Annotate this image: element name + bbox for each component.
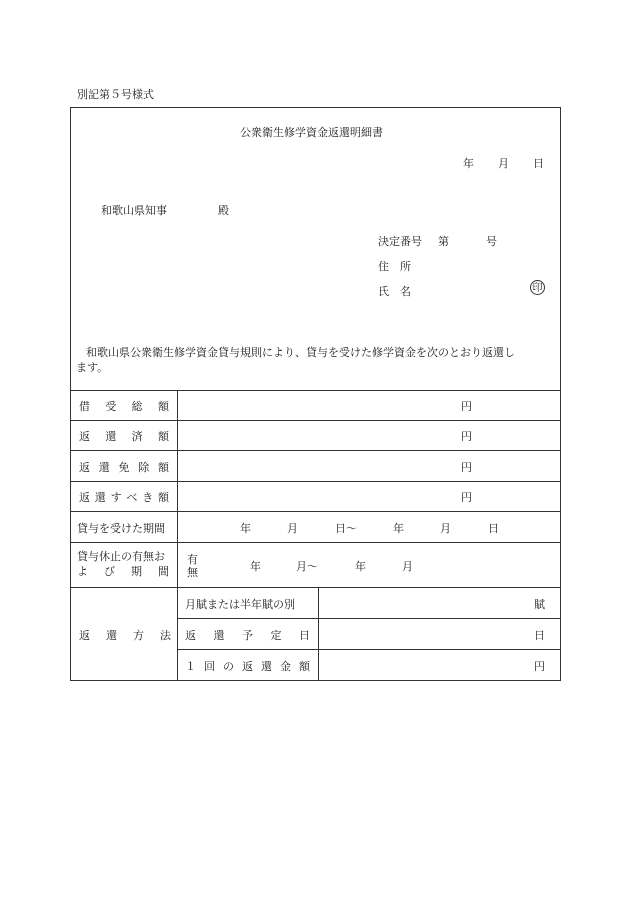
table-top-line [70, 390, 561, 391]
suspension-to-year: 年 [355, 560, 366, 573]
period-from-day: 日〜 [335, 522, 357, 535]
name-label: 氏 名 [378, 285, 411, 298]
unit-yen: 円 [461, 461, 472, 474]
label-char: 除 [138, 461, 150, 474]
label-char: 額 [157, 400, 169, 413]
label-char: 方 [133, 629, 144, 642]
form-frame [70, 107, 561, 681]
unit-yen: 円 [461, 430, 472, 443]
label-char: 総 [131, 400, 143, 413]
row-label-repayment-method [79, 627, 171, 643]
label-col-line [177, 390, 178, 681]
statement-line-2: ます。 [76, 361, 109, 374]
row-line [70, 481, 561, 482]
statement-line-1: 和歌山県公衆衛生修学資金貸与規則により、貸与を受けた修学資金を次のとおり返還し [86, 346, 515, 359]
label-char: 定 [270, 629, 282, 642]
date-month: 月 [498, 157, 509, 170]
label-char: 予 [242, 629, 253, 642]
decision-dai: 第 [438, 235, 449, 248]
label-char: 額 [299, 660, 310, 673]
label-char: 金 [280, 660, 291, 673]
sub-row-line [177, 649, 561, 650]
label-char: よ [77, 565, 88, 578]
label-char: び [104, 565, 115, 578]
label-char: 還 [261, 660, 272, 673]
label-char: 借 [79, 400, 90, 413]
suspension-to-month: 月 [402, 560, 413, 573]
unit-yen: 円 [461, 491, 472, 504]
period-from-year: 年 [240, 522, 251, 535]
label-char: 間 [158, 565, 169, 578]
row-label-borrowed-total [79, 398, 169, 414]
label-char: 額 [157, 491, 169, 504]
repayment-installment-label: 月賦または半年賦の別 [185, 598, 295, 611]
suspension-from-month: 月〜 [296, 560, 318, 573]
label-char: 額 [158, 461, 169, 474]
label-char: 返 [79, 430, 90, 443]
date-day: 日 [533, 157, 544, 170]
suspension-no: 無 [187, 566, 198, 579]
row-line [70, 420, 561, 421]
repayment-amount-label [185, 658, 310, 674]
row-label-repaid [79, 428, 169, 444]
label-char: 還 [106, 629, 117, 642]
period-from-month: 月 [287, 522, 298, 535]
label-char: 額 [157, 430, 169, 443]
address-label: 住 所 [378, 260, 411, 273]
period-to-year: 年 [393, 522, 404, 535]
addressee: 和歌山県知事 [101, 204, 167, 217]
period-to-month: 月 [440, 522, 451, 535]
label-char: １ [185, 660, 196, 673]
label-char: 返 [242, 660, 253, 673]
row-label-loan-period: 貸与を受けた期間 [77, 522, 165, 535]
row-line [70, 511, 561, 512]
label-char: 受 [105, 400, 117, 413]
unit-yen: 円 [534, 660, 545, 673]
seal-mark: 印 [530, 280, 545, 295]
label-char: 還 [105, 430, 117, 443]
suspension-from-year: 年 [250, 560, 261, 573]
row-line [70, 542, 561, 543]
label-char: 還 [94, 491, 106, 504]
row-line [70, 587, 561, 588]
label-char: 期 [131, 565, 142, 578]
label-char: 返 [185, 629, 196, 642]
date-year: 年 [463, 157, 474, 170]
row-label-to-repay [79, 489, 169, 505]
unit-day: 日 [534, 629, 545, 642]
label-char: 返 [79, 461, 90, 474]
label-char: べ [126, 491, 138, 504]
row-label-suspension-line2 [77, 563, 169, 579]
label-char: き [142, 491, 154, 504]
label-char: 返 [79, 629, 90, 642]
label-char: 還 [98, 461, 110, 474]
form-title: 公衆衛生修学資金返還明細書 [240, 126, 383, 139]
form-number: 別記第５号様式 [77, 88, 154, 101]
row-label-exempted [79, 459, 169, 475]
label-char: 法 [160, 629, 171, 642]
decision-go: 号 [486, 235, 497, 248]
label-char: 日 [299, 629, 310, 642]
label-char: 返 [79, 491, 90, 504]
label-char: 回 [204, 660, 215, 673]
label-char: の [223, 660, 234, 673]
period-to-day: 日 [488, 522, 499, 535]
sub-row-line [177, 618, 561, 619]
row-label-suspension-line1: 貸与休止の有無お [77, 550, 165, 563]
unit-yen: 円 [461, 400, 472, 413]
repayment-date-label [185, 627, 310, 643]
unit-fu: 賦 [534, 598, 545, 611]
label-char: 還 [213, 629, 225, 642]
sub-col-line [318, 587, 319, 681]
honorific: 殿 [218, 204, 229, 217]
label-char: 済 [131, 430, 143, 443]
row-line [70, 450, 561, 451]
decision-number-label: 決定番号 [378, 235, 422, 248]
label-char: す [110, 491, 122, 504]
suspension-yes: 有 [187, 553, 198, 566]
label-char: 免 [118, 461, 130, 474]
